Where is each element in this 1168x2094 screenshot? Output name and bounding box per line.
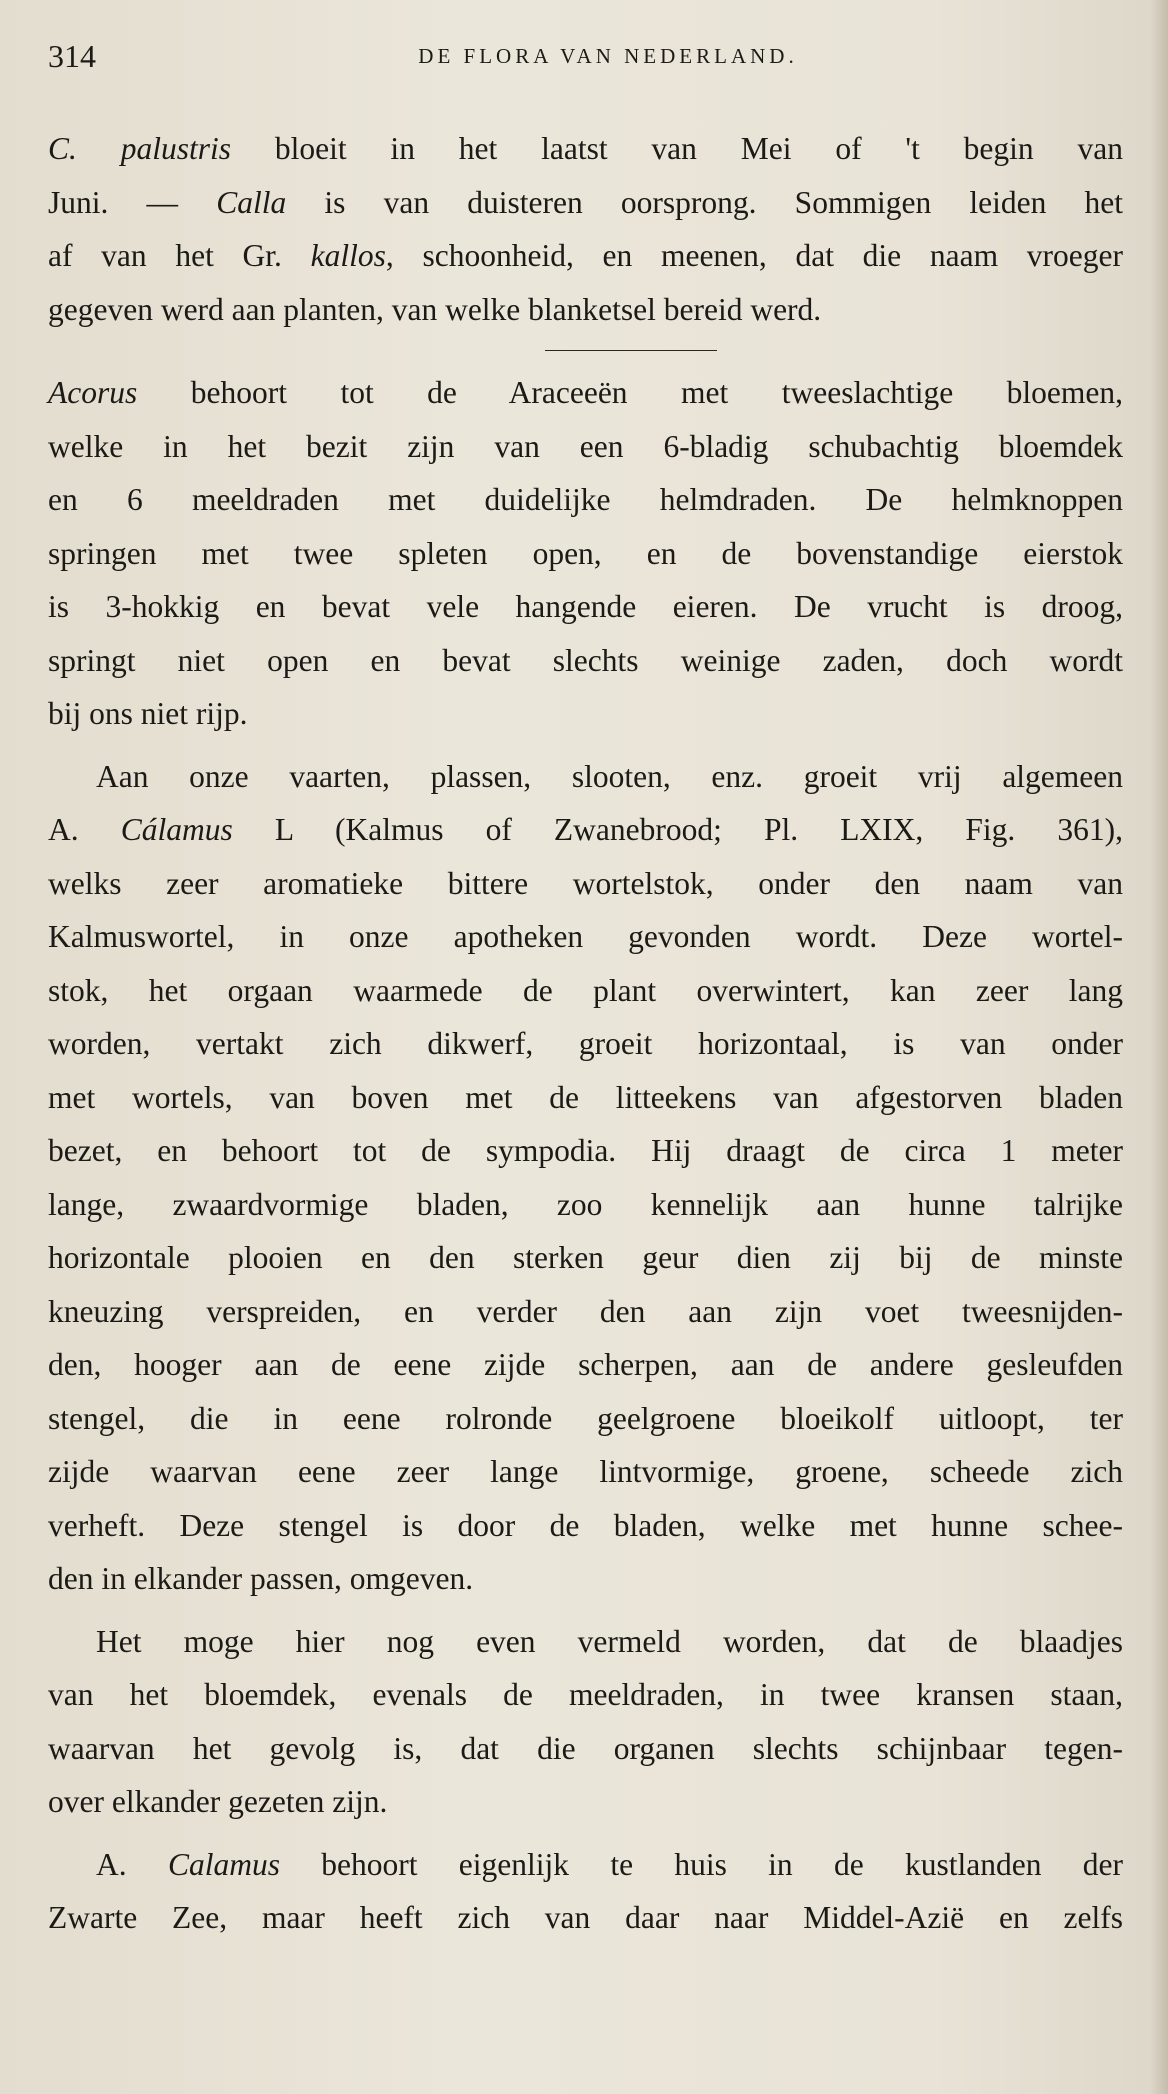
text-line bbox=[48, 229, 1123, 283]
text-line bbox=[48, 176, 1123, 230]
text-run: welke in het bezit zijn van een 6-bladig schubachtig bloemdek bbox=[48, 428, 1123, 464]
text-line bbox=[48, 1615, 1123, 1669]
page-body bbox=[48, 122, 1123, 1945]
text-run: zijde waarvan eene zeer lange lintvormige, groene, scheede zich bbox=[48, 1454, 1123, 1489]
text-line bbox=[48, 1071, 1123, 1125]
text-line bbox=[48, 1231, 1123, 1285]
text-run: A. bbox=[48, 812, 121, 847]
text-run: Kalmuswortel, in onze apotheken gevonden wordt. Deze wortel- bbox=[48, 919, 1123, 954]
text-run: waarvan het gevolg is, dat die organen slechts schijnbaar tegen- bbox=[48, 1730, 1123, 1766]
italic-term: Acorus bbox=[48, 375, 138, 410]
text-line bbox=[48, 634, 1123, 688]
text-run: af van het Gr. bbox=[48, 238, 311, 273]
text-line bbox=[48, 1392, 1123, 1446]
text-run: en 6 meeldraden met duidelijke helmdraden. De helmknoppen bbox=[48, 482, 1123, 517]
text-line bbox=[48, 1499, 1123, 1553]
paragraph bbox=[48, 1838, 1123, 1945]
text-run: horizontale plooien en den sterken geur dien zij bij de minste bbox=[48, 1240, 1123, 1275]
paragraph-gap bbox=[48, 741, 1123, 750]
text-run: Aan onze vaarten, plassen, slooten, enz. groeit vrij algemeen bbox=[96, 758, 1123, 794]
paragraph bbox=[48, 750, 1123, 1606]
section-divider bbox=[545, 350, 717, 351]
text-run: bij ons niet rijp. bbox=[48, 696, 248, 731]
text-line bbox=[48, 1124, 1123, 1178]
text-line bbox=[48, 580, 1123, 634]
text-run: gegeven werd aan planten, van welke blanketsel bereid werd. bbox=[48, 291, 822, 327]
text-run: van het bloemdek, evenals de meeldraden, in twee kransen staan, bbox=[48, 1677, 1123, 1712]
paragraph bbox=[48, 1615, 1123, 1829]
text-line bbox=[48, 1285, 1123, 1339]
text-run: is 3-hokkig en bevat vele hangende eieren. De vrucht is droog, bbox=[48, 589, 1123, 624]
italic-term: kallos bbox=[310, 238, 386, 273]
text-line bbox=[48, 1668, 1123, 1722]
text-line bbox=[48, 1552, 1123, 1606]
text-line bbox=[48, 1178, 1123, 1232]
text-line bbox=[48, 803, 1123, 857]
text-line bbox=[48, 1838, 1123, 1892]
text-line bbox=[48, 283, 1123, 337]
page-header bbox=[48, 38, 1128, 88]
text-run: bezet, en behoort tot de sympodia. Hij draagt de circa 1 meter bbox=[48, 1133, 1123, 1168]
italic-term: C. palustris bbox=[48, 131, 232, 166]
text-run: , schoonheid, en meenen, dat die naam vroeger bbox=[385, 238, 1123, 273]
text-run: behoort eigenlijk te huis in de kustlanden der bbox=[279, 1846, 1123, 1882]
text-line bbox=[48, 1891, 1123, 1945]
text-line bbox=[48, 857, 1123, 911]
text-run: bloeit in het laatst van Mei of 't begin van bbox=[231, 131, 1123, 166]
text-line bbox=[48, 473, 1123, 527]
paragraph bbox=[48, 366, 1123, 741]
text-run: stok, het orgaan waarmede de plant overwintert, kan zeer lang bbox=[48, 972, 1123, 1008]
text-run: lange, zwaardvormige bladen, zoo kennelijk aan hunne talrijke bbox=[48, 1186, 1123, 1222]
italic-term: Calamus bbox=[167, 1846, 280, 1882]
running-title: DE FLORA VAN NEDERLAND. bbox=[418, 44, 798, 68]
italic-term: Cálamus bbox=[120, 812, 233, 847]
text-run: den in elkander passen, omgeven. bbox=[48, 1561, 474, 1596]
text-line bbox=[48, 1775, 1123, 1829]
text-run: stengel, die in eene rolronde geelgroene bloeikolf uitloopt, ter bbox=[48, 1400, 1123, 1436]
text-run: over elkander gezeten zijn. bbox=[48, 1784, 388, 1819]
page-number: 314 bbox=[48, 38, 96, 74]
text-line bbox=[48, 527, 1123, 581]
text-run: Zwarte Zee, maar heeft zich van daar naar Middel-Azië en zelfs bbox=[48, 1900, 1123, 1935]
text-run: behoort tot de Araceeën met tweeslachtige bloemen, bbox=[137, 375, 1123, 410]
text-line bbox=[48, 1445, 1123, 1499]
text-line bbox=[48, 1722, 1123, 1776]
text-line bbox=[48, 750, 1123, 804]
text-run: verheft. Deze stengel is door de bladen, welke met hunne schee- bbox=[48, 1507, 1123, 1543]
italic-term: Calla bbox=[216, 184, 287, 220]
text-run: welks zeer aromatieke bittere wortelstok, onder den naam van bbox=[48, 865, 1123, 901]
text-run: A. bbox=[96, 1846, 168, 1882]
text-line bbox=[48, 366, 1123, 420]
text-run: is van duisteren oorsprong. Sommigen leiden het bbox=[286, 184, 1123, 220]
text-line bbox=[48, 910, 1123, 964]
text-run: springen met twee spleten open, en de bovenstandige eierstok bbox=[48, 535, 1123, 571]
paragraph bbox=[48, 122, 1123, 336]
text-line bbox=[48, 964, 1123, 1018]
text-run: kneuzing verspreiden, en verder den aan zijn voet tweesnijden- bbox=[48, 1293, 1123, 1329]
text-line bbox=[48, 1017, 1123, 1071]
text-run: springt niet open en bevat slechts weinige zaden, doch wordt bbox=[48, 642, 1123, 678]
text-run: Het moge hier nog even vermeld worden, dat de blaadjes bbox=[96, 1623, 1123, 1659]
paragraph-gap bbox=[48, 1829, 1123, 1838]
text-line bbox=[48, 687, 1123, 741]
text-run: worden, vertakt zich dikwerf, groeit horizontaal, is van onder bbox=[48, 1026, 1123, 1061]
text-line bbox=[48, 420, 1123, 474]
text-run: den, hooger aan de eene zijde scherpen, aan de andere gesleufden bbox=[48, 1347, 1123, 1382]
page-edge-shadow bbox=[1150, 0, 1168, 2094]
text-line bbox=[48, 122, 1123, 176]
text-line bbox=[48, 1338, 1123, 1392]
text-run: Juni. — bbox=[48, 184, 217, 220]
paragraph-gap bbox=[48, 1606, 1123, 1615]
text-run: met wortels, van boven met de litteekens van afgestorven bladen bbox=[48, 1079, 1123, 1115]
text-run: L (Kalmus of Zwanebrood; Pl. LXIX, Fig. 361), bbox=[232, 812, 1123, 847]
